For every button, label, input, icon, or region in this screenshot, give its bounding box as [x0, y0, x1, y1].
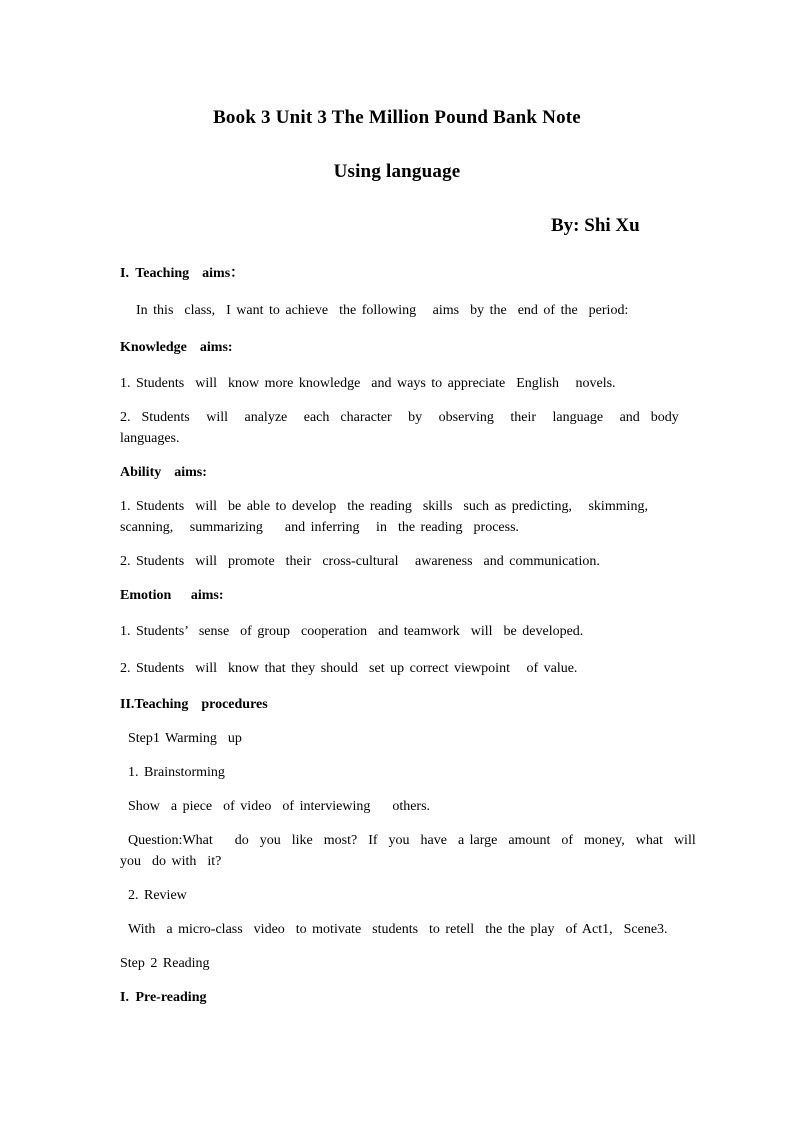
knowledge-aim-2-line-2: languages. — [120, 431, 180, 446]
emotion-aims-heading: Emotion aims: — [120, 588, 224, 603]
review-item: 2. Review — [128, 888, 187, 903]
question-line-2: you do with it? — [120, 854, 222, 869]
teaching-procedures-heading: II.Teaching procedures — [120, 697, 268, 712]
document-title: Book 3 Unit 3 The Million Pound Bank Note — [213, 107, 581, 128]
prereading-heading: I. Pre-reading — [120, 990, 207, 1005]
brainstorming-item: 1. Brainstorming — [128, 765, 225, 780]
step1-heading: Step1 Warming up — [128, 731, 242, 746]
teaching-aims-heading: I. Teaching aims： — [120, 266, 245, 281]
ability-aim-2: 2. Students will promote their cross-cultural awareness and communication. — [120, 554, 600, 569]
knowledge-aim-2-line-1: 2. Students will analyze each character by observing their language and body — [120, 410, 679, 425]
knowledge-aim-1: 1. Students will know more knowledge and ways to appreciate English novels. — [120, 376, 616, 391]
document-subtitle: Using language — [333, 161, 461, 182]
knowledge-aims-heading: Knowledge aims: — [120, 340, 233, 355]
microclass-line: With a micro-class video to motivate students to retell the the play of Act1, Scene3. — [128, 922, 668, 937]
intro-paragraph: In this class, I want to achieve the following aims by the end of the period: — [136, 303, 629, 318]
show-video-line: Show a piece of video of interviewing others. — [128, 799, 431, 814]
ability-aim-1-line-2: scanning, summarizing and inferring in the reading process. — [120, 520, 520, 535]
question-line-1: Question:What do you like most? If you have a large amount of money, what will — [128, 833, 696, 848]
ability-aims-heading: Ability aims: — [120, 465, 207, 480]
emotion-aim-1: 1. Students’ sense of group cooperation and teamwork will be developed. — [120, 624, 584, 639]
step2-heading: Step 2 Reading — [120, 956, 210, 971]
emotion-aim-2: 2. Students will know that they should set up correct viewpoint of value. — [120, 661, 578, 676]
ability-aim-1-line-1: 1. Students will be able to develop the reading skills such as predicting, skimming, — [120, 499, 648, 514]
document-author: By: Shi Xu — [551, 215, 640, 236]
